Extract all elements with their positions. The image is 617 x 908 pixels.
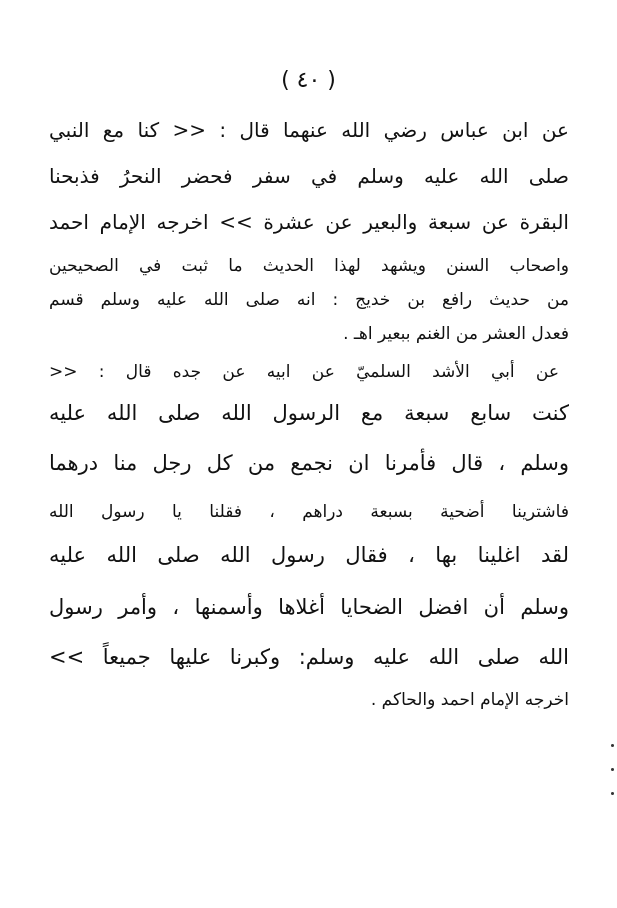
text-line: اخرجه الإمام احمد والحاكم .: [370, 690, 569, 710]
text-line: من حديث رافع بن خديج : انه صلى الله عليه وسلم قسم: [49, 290, 569, 310]
margin-mark: [611, 792, 614, 795]
text-line: عن أبي الأشد السلميّ عن ابيه عن جده قال : <<: [49, 362, 559, 382]
text-line: فاشترينا أضحية بسبعة دراهم ، فقلنا يا رسول الله: [49, 502, 569, 522]
margin-mark: [611, 744, 614, 747]
text-line: واصحاب السنن ويشهد لهذا الحديث ما ثبت في الصحيحين: [49, 256, 569, 276]
text-line: لقد اغلينا بها ، فقال رسول الله صلى الله عليه: [49, 543, 569, 567]
text-line: فعدل العشر من الغنم ببعير اهـ .: [343, 324, 569, 344]
text-line: البقرة عن سبعة والبعير عن عشرة >> اخرجه الإمام احمد: [49, 210, 569, 234]
page-number: ( ٤٠ ): [281, 68, 336, 93]
text-line: الله صلى الله عليه وسلم: وكبرنا عليها جميعاً >>: [49, 645, 569, 669]
text-line: وسلم أن افضل الضحايا أغلاها وأسمنها ، وأمر رسول: [49, 595, 569, 619]
text-line: صلى الله عليه وسلم في سفر فحضر النحرُ فذبحنا: [49, 164, 569, 188]
text-line: وسلم ، قال فأمرنا ان نجمع من كل رجل منا درهما: [49, 451, 569, 475]
margin-mark: [611, 768, 614, 771]
text-line: عن ابن عباس رضي الله عنهما قال : << كنا مع النبي: [49, 118, 569, 142]
text-line: كنت سابع سبعة مع الرسول الله صلى الله عليه: [49, 401, 569, 425]
